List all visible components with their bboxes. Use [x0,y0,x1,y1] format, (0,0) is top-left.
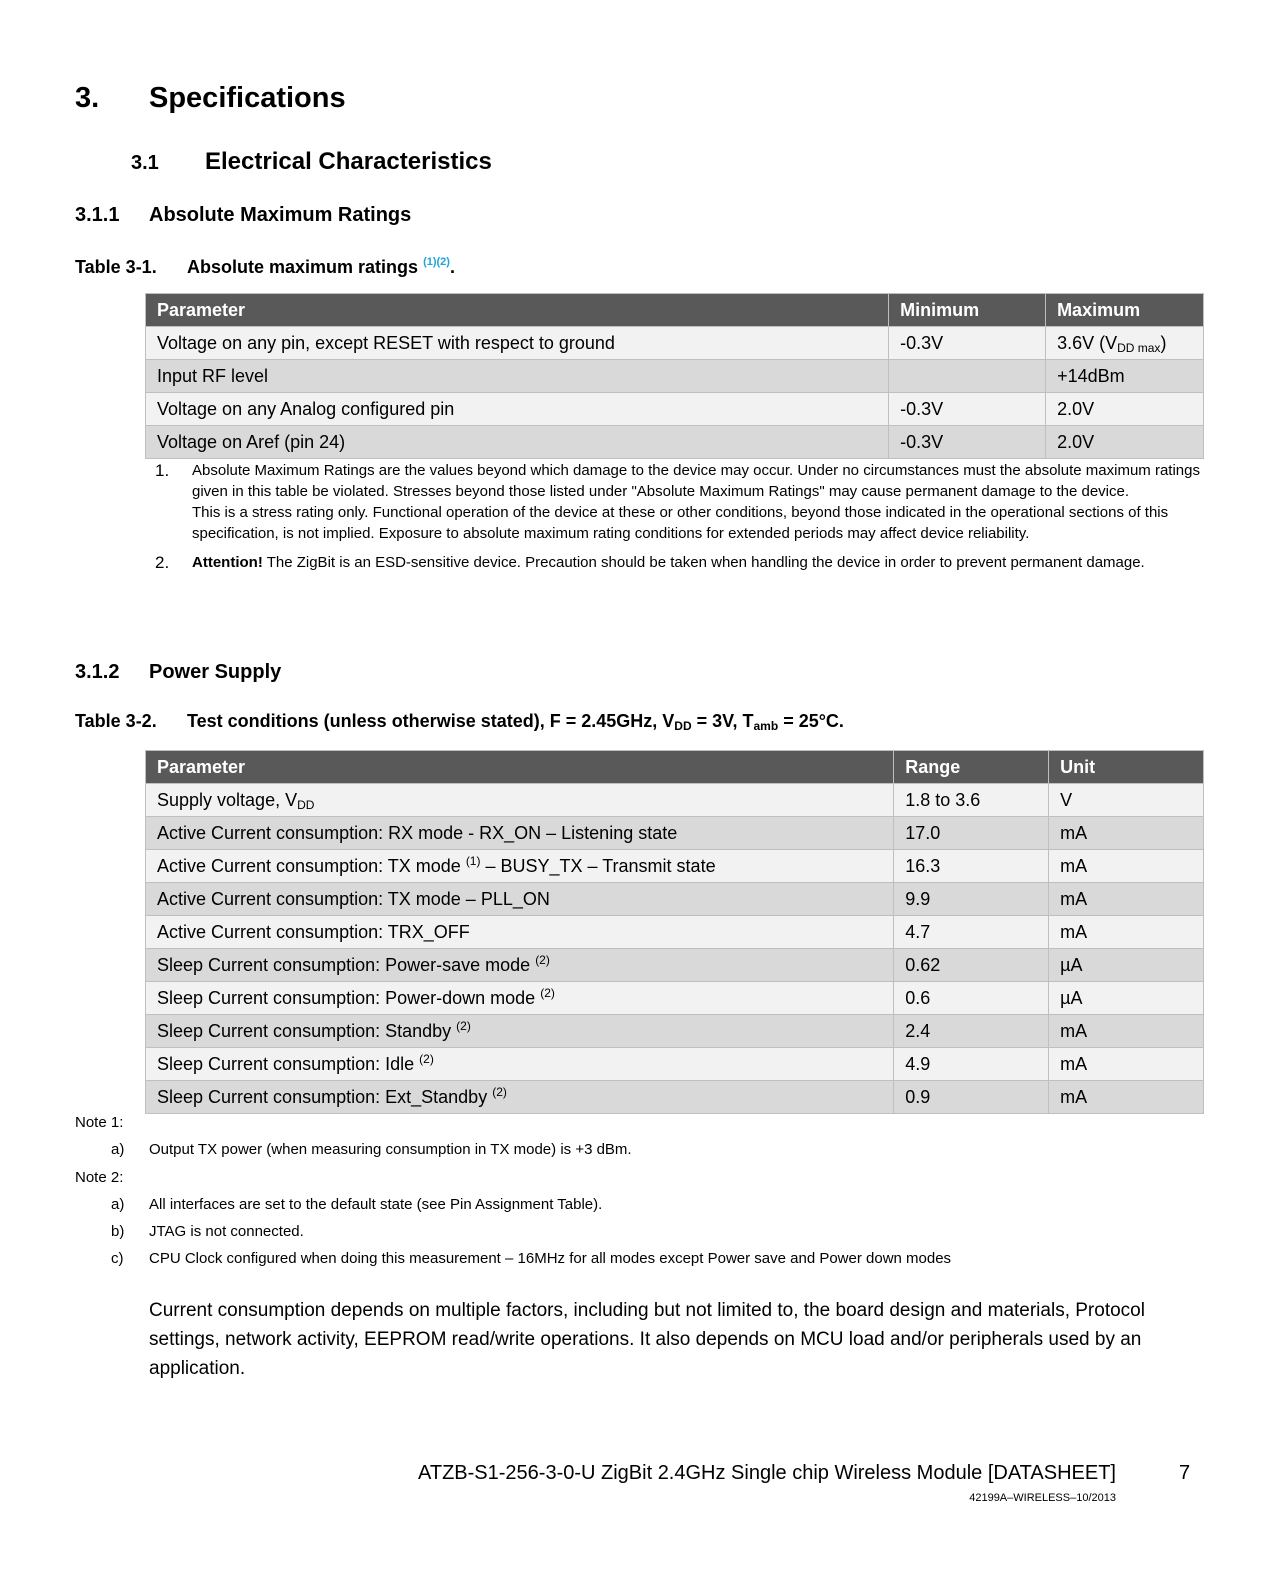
subsection-number: 3.1 [131,152,159,174]
heading-title: Absolute Maximum Ratings [149,204,412,226]
list-marker: a) [111,1196,125,1213]
table-row [146,784,1204,817]
note-2-label: Note 2: [75,1169,124,1186]
cell-parameter-text: Sleep Current consumption: Standby [157,1020,457,1041]
table-header-parameter: Parameter [146,751,894,784]
note-text: Absolute Maximum Ratings are the values beyond which damage to the device may occur. Under no circumstances must the absolute maximum ratings given in this table be violated. Stresses beyond those listed under "Absolute Maximum Ratings" may cause permanent damage to the device. [192,462,1200,500]
cell-unit: mA [1049,817,1204,850]
cell-parameter-text: Sleep Current consumption: Idle [157,1053,420,1074]
cell-range: 17.0 [894,817,1049,850]
note-number: 1. [155,461,170,480]
cell-minimum: -0.3V [889,327,1046,360]
caption-ref-link[interactable]: (1)(2) [423,256,450,268]
cell-parameter [146,1081,894,1114]
cell-range: 16.3 [894,850,1049,883]
cell-parameter-text: Active Current consumption: TX mode [157,855,466,876]
table-row [146,982,1204,1015]
cell-maximum: 2.0V [1046,426,1204,459]
cell-parameter [146,916,894,949]
table-header-parameter: Parameter [146,294,889,327]
cell-range: 0.62 [894,949,1049,982]
cell-parameter: Voltage on Aref (pin 24) [146,426,889,459]
caption-number: Table 3-2. [75,711,157,731]
section-title: Specifications [149,82,346,114]
note-1-label: Note 1: [75,1114,124,1131]
list-marker: c) [111,1250,124,1267]
table-row [146,916,1204,949]
list-marker: a) [111,1141,125,1158]
cell-parameter [146,883,894,916]
table-caption-3-1 [75,256,455,278]
note-body: The ZigBit is an ESD-sensitive device. Precaution should be taken when handling the device in order to prevent permanent damage. [262,554,1145,571]
test-conditions-table [145,750,1204,1114]
cell-parameter: Voltage on any Analog configured pin [146,393,889,426]
table-header-unit: Unit [1049,751,1204,784]
cell-range: 2.4 [894,1015,1049,1048]
table-row [146,850,1204,883]
table-3-1-notes [155,460,1200,573]
cell-parameter-sub: DD [297,797,315,812]
caption-part: = 3V, T [691,711,754,731]
cell-maximum [1046,327,1204,360]
list-text: All interfaces are set to the default state (see Pin Assignment Table). [149,1196,603,1213]
page-number: 7 [1179,1462,1191,1484]
list-text: CPU Clock configured when doing this measurement – 16MHz for all modes except Power save and Power down modes [149,1250,952,1267]
note-item [155,552,1200,573]
cell-parameter [146,949,894,982]
heading-number: 3.1.2 [75,661,120,683]
table-header-minimum: Minimum [889,294,1046,327]
table-row [146,426,1204,459]
cell-range: 9.9 [894,883,1049,916]
table-row [146,393,1204,426]
cell-maximum-sub: DD max [1117,340,1161,355]
caption-sub: DD [674,719,692,733]
cell-unit: mA [1049,1048,1204,1081]
footer-doc-code: 42199A–WIRELESS–10/2013 [969,1492,1116,1504]
note-number: 2. [155,553,170,572]
cell-unit: mA [1049,850,1204,883]
caption-end: . [449,257,455,277]
cell-unit: V [1049,784,1204,817]
caption-part: Test conditions (unless otherwise stated), F = 2.45GHz, V [187,711,675,731]
list-item [75,1250,1175,1277]
table-header-range: Range [894,751,1049,784]
cell-parameter: Voltage on any pin, except RESET with respect to ground [146,327,889,360]
note-2-list [75,1196,1175,1277]
table-row [146,817,1204,850]
cell-parameter-text: Supply voltage, V [157,789,298,810]
cell-parameter-rest: – BUSY_TX – Transmit state [480,855,716,876]
cell-parameter [146,1048,894,1081]
note-text-continued: This is a stress rating only. Functional operation of the device at these or other conditions, beyond those indicated in the operational sections of this specification, is not implied. Exposure to absolute maximum rating conditions for extended periods may affect device reliability. [192,504,1169,542]
subsection-heading [131,148,492,176]
attention-label: Attention! [192,554,263,571]
cell-parameter [146,784,894,817]
current-consumption-paragraph: Current consumption depends on multiple factors, including but not limited to, the board design and materials, Protocol settings, network activity, EEPROM read/write operations. It also depends on MCU load and/or peripherals used by an application. [149,1300,1145,1379]
footer-title: ATZB-S1-256-3-0-U ZigBit 2.4GHz Single chip Wireless Module [DATASHEET] [418,1462,1116,1484]
footnote-ref: (2) [540,985,555,1000]
cell-parameter-text: Active Current consumption: TRX_OFF [157,921,470,942]
cell-unit: µA [1049,982,1204,1015]
cell-maximum: +14dBm [1046,360,1204,393]
list-text: JTAG is not connected. [149,1223,304,1240]
cell-maximum-end: ) [1160,332,1167,353]
note-item [155,460,1200,544]
cell-parameter-text: Active Current consumption: TX mode – PLL_ON [157,888,550,909]
cell-parameter [146,817,894,850]
cell-range: 1.8 to 3.6 [894,784,1049,817]
heading-title: Power Supply [149,661,282,683]
table-row [146,1048,1204,1081]
caption-title: Absolute maximum ratings [187,257,419,277]
cell-unit: mA [1049,1081,1204,1114]
subsubsection-heading-abs-max [75,204,411,227]
cell-unit: µA [1049,949,1204,982]
cell-parameter-text: Sleep Current consumption: Ext_Standby [157,1086,493,1107]
table-row [146,949,1204,982]
footnote-ref: (2) [535,952,550,967]
list-item [75,1141,1175,1168]
section-heading [75,82,346,115]
note-text [192,552,1200,573]
footnote-ref: (2) [492,1084,507,1099]
cell-parameter [146,982,894,1015]
cell-parameter: Input RF level [146,360,889,393]
footnote-ref: (2) [419,1051,434,1066]
subsection-title: Electrical Characteristics [205,148,492,175]
table-caption-3-2 [75,711,844,732]
table-row [146,883,1204,916]
cell-unit: mA [1049,916,1204,949]
caption-part: = 25°C. [778,711,844,731]
caption-sub: amb [753,719,779,733]
heading-number: 3.1.1 [75,204,120,226]
cell-maximum: 2.0V [1046,393,1204,426]
list-marker: b) [111,1223,125,1240]
caption-number: Table 3-1. [75,257,157,277]
section-number: 3. [75,82,100,114]
cell-minimum: -0.3V [889,393,1046,426]
cell-range: 4.7 [894,916,1049,949]
subsubsection-heading-power-supply [75,661,281,684]
cell-range: 4.9 [894,1048,1049,1081]
cell-parameter [146,850,894,883]
cell-minimum: -0.3V [889,426,1046,459]
cell-parameter-text: Sleep Current consumption: Power-save mode [157,954,536,975]
table-row [146,327,1204,360]
cell-unit: mA [1049,1015,1204,1048]
list-item [75,1196,1175,1223]
abs-max-ratings-table [145,293,1204,459]
cell-range: 0.9 [894,1081,1049,1114]
table-row [146,1015,1204,1048]
footnote-ref: (2) [456,1018,471,1033]
cell-maximum-text: 3.6V (V [1057,332,1118,353]
table-row [146,360,1204,393]
cell-parameter [146,1015,894,1048]
cell-parameter-text: Sleep Current consumption: Power-down mode [157,987,541,1008]
note-1-list [75,1141,1175,1168]
cell-parameter-text: Active Current consumption: RX mode - RX_ON – Listening state [157,822,678,843]
cell-unit: mA [1049,883,1204,916]
list-text: Output TX power (when measuring consumption in TX mode) is +3 dBm. [149,1141,632,1158]
cell-minimum [889,360,1046,393]
cell-range: 0.6 [894,982,1049,1015]
list-item [75,1223,1175,1250]
table-header-maximum: Maximum [1046,294,1204,327]
footnote-ref: (1) [465,853,481,868]
table-row [146,1081,1204,1114]
